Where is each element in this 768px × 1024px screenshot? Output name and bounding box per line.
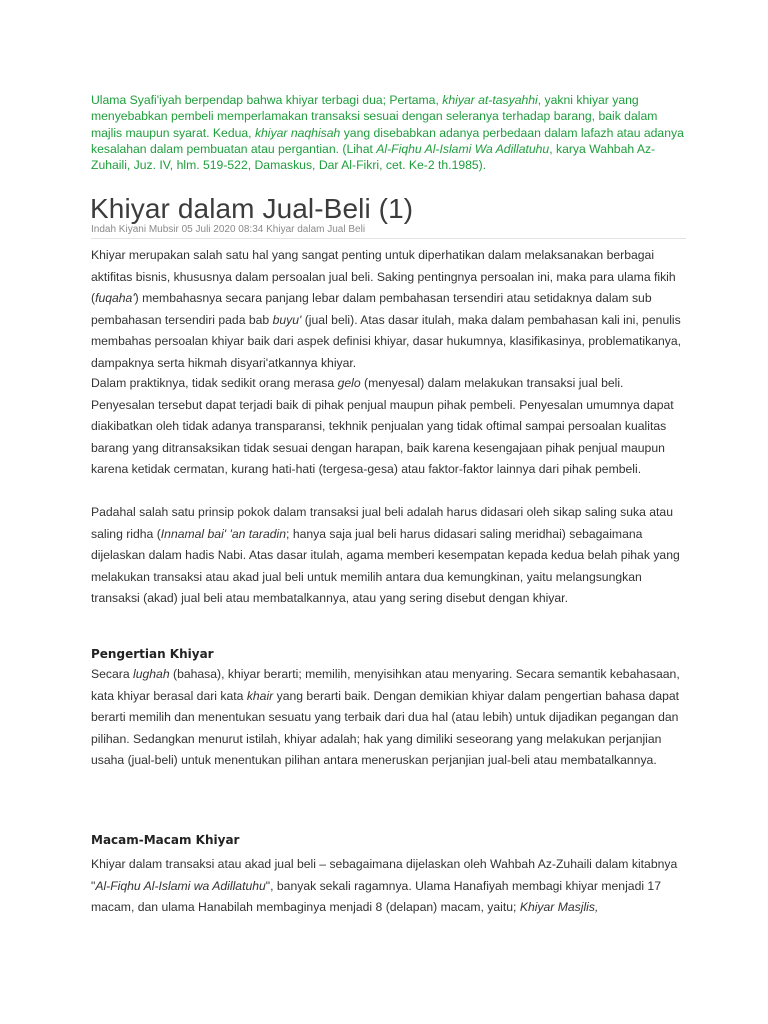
body-paragraph [91, 373, 686, 481]
intro-italic-term: khiyar at-tasyahhi [442, 93, 538, 107]
intro-italic-term: khiyar naqhisah [254, 125, 341, 140]
intro-italic-book-title: Al-Fiqhu Al-Islami Wa Adillatuhu [376, 141, 550, 156]
paragraph-text: Khiyar merupakan salah satu hal yang sangat penting untuk diperhatikan dalam melaksanakan berbagai aktifitas bisnis, khususnya dalam persoalan jual beli. Saking pentingnya persoalan ini, maka para ulama fikih ( [91, 248, 676, 305]
italic-term: Innamal bai' 'an taradin [160, 526, 287, 541]
intro-text: , karya Wahbah Az-Zuhaili, Juz. IV, hlm. 519-522, Damaskus, Dar Al-Fikri, cet. Ke-2 th.1985). [91, 141, 656, 173]
article-title: Khiyar dalam Jual-Beli (1) [90, 193, 414, 224]
body-paragraph [91, 245, 686, 374]
italic-term: lughah [133, 667, 170, 681]
article-meta: Indah Kiyani Mubsir 05 Juli 2020 08:34 Khiyar dalam Jual Beli [91, 224, 366, 235]
paragraph-text: (bahasa), khiyar berarti; memilih, menyisihkan atau menyaring. Secara semantik kebahasaan, kata khiyar berasal dari kata [91, 667, 680, 703]
paragraph-text: Padahal salah satu prinsip pokok dalam transaksi jual beli adalah harus didasari oleh sikap saling suka atau saling ridha ( [91, 505, 673, 541]
paragraph-text: (jual beli). Atas dasar itulah, maka dalam pembahasan kali ini, penulis membahas persoalan khiyar baik dari aspek definisi khiyar, dasar hukumnya, klasifikasinya, problematikanya, dampaknya serta hikmah disyari'atkannya khiyar. [91, 312, 682, 370]
italic-book-title: Al-Fiqhu Al-Islami wa Adillatuhu [95, 878, 266, 893]
italic-term: khair [246, 688, 274, 703]
intro-paragraph [91, 92, 691, 173]
body-paragraph [91, 854, 686, 919]
paragraph-text: Secara [91, 667, 134, 681]
paragraph-text: ", banyak sekali ragamnya. Ulama Hanafiyah membagi khiyar menjadi 17 macam, dan ulama Hanabilah membaginya menjadi 8 (delapan) macam, yaitu; [91, 878, 661, 914]
paragraph-text: yang berarti baik. Dengan demikian khiyar dalam pengertian bahasa dapat berarti memilih dan menentukan sesuatu yang terbaik dari dua hal (atau lebih) untuk dijadikan pegangan dan pilihan. Sedangkan menurut istilah, khiyar adalah; hak yang dimiliki seseorang yang melakukan perjanjian usaha (jual-beli) untuk menentukan pilihan antara meneruskan perjanjian jual-beli atau membatalkannya. [91, 688, 680, 767]
paragraph-text: (menyesal) dalam melakukan transaksi jual beli. Penyesalan tersebut dapat terjadi baik di pihak penjual maupun pihak pembeli. Penyesalan umumnya dapat diakibatkan oleh tidak adanya transparansi, tekhnik penjualan yang tidak oftimal sampai persoalan kualitas barang yang ditransaksikan tidak sesuai dengan harapan, baik karena kesengajaan pihak penjual maupun karena ketidak cermatan, kurang hati-hati (tergesa-gesa) atau faktor-faktor lainnya dari pihak pembeli. [91, 376, 674, 476]
divider [91, 238, 686, 239]
paragraph-text: Dalam praktiknya, tidak sedikit orang merasa [91, 376, 338, 390]
paragraph-text: ; hanya saja jual beli harus didasari saling meridhai) sebagaimana dijelaskan dalam hadis Nabi. Atas dasar itulah, agama memberi kesempatan kepada kedua belah pihak yang melakukan transaksi atau akad jual beli untuk memilih antara dua kemungkinan, yaitu melangsungkan transaksi (akad) jual beli atau membatalkannya, atau yang sering disebut dengan khiyar. [91, 526, 680, 605]
body-paragraph [91, 664, 686, 772]
paragraph-text: ) membahasnya secara panjang lebar dalam pembahasan tersendiri atau setidaknya dalam sub pembahasan tersendiri pada bab [91, 291, 652, 327]
italic-term: Khiyar Masjlis, [519, 900, 599, 914]
italic-term: gelo [337, 376, 361, 390]
paragraph-text: Khiyar dalam transaksi atau akad jual beli – sebagaimana dijelaskan oleh Wahbah Az-Zuhaili dalam kitabnya " [91, 857, 678, 893]
italic-term: fuqaha' [95, 291, 135, 305]
body-paragraph [91, 502, 686, 610]
intro-text: , yakni khiyar yang menyebabkan pembeli memperlamakan transaksi sesuai dengan seleranya terhadap barang, baik dalam majlis maupun syarat. Kedua, [91, 93, 658, 140]
section-heading: Pengertian Khiyar [91, 647, 214, 661]
section-heading: Macam-Macam Khiyar [91, 833, 240, 847]
intro-text: yang disebabkan adanya perbedaan dalam lafazh atau adanya kesalahan dalam pembuatan atau pergantian. (Lihat [91, 125, 684, 156]
intro-text: Ulama Syafi'iyah berpendap bahwa khiyar terbagi dua; Pertama, [91, 93, 443, 107]
italic-term: buyu' [272, 312, 302, 327]
